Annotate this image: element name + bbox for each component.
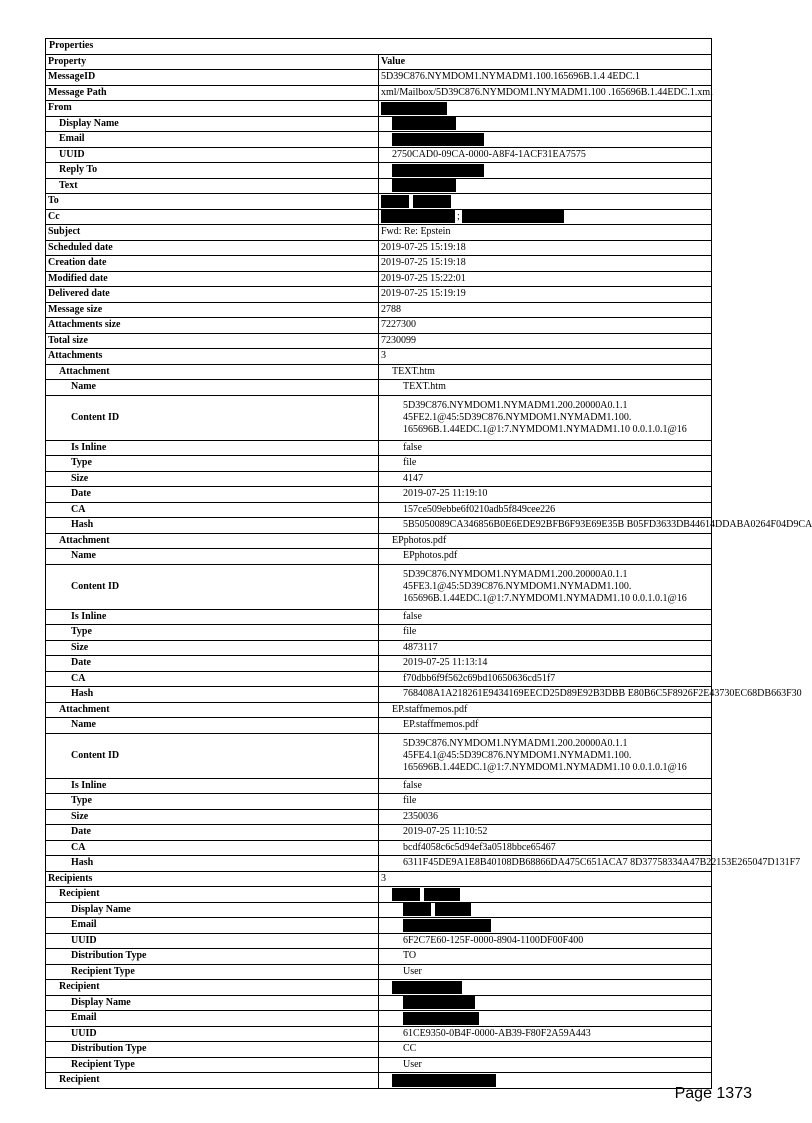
property-row-date	[46, 656, 712, 672]
property-value: 157ce509ebbe6f0210adb5f849cee226	[379, 502, 712, 518]
property-value	[379, 178, 712, 194]
property-name: CA	[46, 502, 379, 518]
property-value	[379, 101, 712, 117]
property-name: Type	[46, 625, 379, 641]
property-row-attachment	[46, 702, 712, 718]
property-row-uuid	[46, 1026, 712, 1042]
property-name: Email	[46, 918, 379, 934]
property-name: Size	[46, 640, 379, 656]
property-value: TEXT.htm	[379, 364, 712, 380]
redaction-block	[435, 903, 471, 916]
property-row-creation-date	[46, 256, 712, 272]
redaction-block	[462, 210, 564, 223]
table-title: Properties	[46, 39, 712, 55]
property-name: Name	[46, 380, 379, 396]
property-name: Hash	[46, 518, 379, 534]
property-row-hash	[46, 687, 712, 703]
property-name: Total size	[46, 333, 379, 349]
property-value: 7227300	[379, 318, 712, 334]
property-value: 2019-07-25 11:19:10	[379, 487, 712, 503]
property-name: Text	[46, 178, 379, 194]
property-row-name	[46, 549, 712, 565]
property-value: false	[379, 440, 712, 456]
property-name: Attachment	[46, 364, 379, 380]
property-row-attachment	[46, 533, 712, 549]
property-value	[379, 132, 712, 148]
property-name: Display Name	[46, 116, 379, 132]
property-row-subject	[46, 225, 712, 241]
property-name: Is Inline	[46, 440, 379, 456]
property-value: CC	[379, 1042, 712, 1058]
property-name: Date	[46, 825, 379, 841]
property-value	[379, 163, 712, 179]
property-value	[379, 902, 712, 918]
property-row-uuid	[46, 933, 712, 949]
property-name: To	[46, 194, 379, 210]
property-name: Is Inline	[46, 778, 379, 794]
redaction-block	[392, 117, 456, 130]
property-value: 5D39C876.NYMDOM1.NYMADM1.200.20000A0.1.1 45FE2.1@45:5D39C876.NYMDOM1.NYMADM1.100. 165696B.1.44EDC.1@1:7.NYMDOM1.NYMADM1.10 0.0.1.0.1@16	[379, 395, 712, 440]
property-name: Distribution Type	[46, 1042, 379, 1058]
property-value: TO	[379, 949, 712, 965]
property-row-distribution-type	[46, 1042, 712, 1058]
property-row-ca	[46, 502, 712, 518]
property-name: Content ID	[46, 395, 379, 440]
property-name: UUID	[46, 147, 379, 163]
property-value: 2019-07-25 11:10:52	[379, 825, 712, 841]
redaction-block	[403, 919, 491, 932]
property-value: 2019-07-25 15:19:18	[379, 256, 712, 272]
property-name: Date	[46, 656, 379, 672]
property-value: 2750CAD0-09CA-0000-A8F4-1ACF31EA7575	[379, 147, 712, 163]
property-name: Display Name	[46, 902, 379, 918]
redaction-block	[392, 888, 420, 901]
property-name: Content ID	[46, 564, 379, 609]
property-row-to	[46, 194, 712, 210]
property-value: 5B5050089CA346856B0E6EDE92BFB6F93E69E35B B05FD3633DB44614DDABA0264F04D9CA	[379, 518, 712, 534]
property-name: Hash	[46, 856, 379, 872]
property-row-recipient	[46, 887, 712, 903]
property-value: EPphotos.pdf	[379, 549, 712, 565]
redaction-block	[424, 888, 460, 901]
property-value	[379, 1011, 712, 1027]
property-row-delivered-date	[46, 287, 712, 303]
property-value	[379, 995, 712, 1011]
property-row-content-id	[46, 564, 712, 609]
property-row-uuid	[46, 147, 712, 163]
property-row-recipient	[46, 980, 712, 996]
property-name: Size	[46, 809, 379, 825]
page-number: Page 1373	[674, 1085, 752, 1102]
property-name: Is Inline	[46, 609, 379, 625]
property-value: bcdf4058c6c5d94ef3a0518bbce65467	[379, 840, 712, 856]
property-value: EP.staffmemos.pdf	[379, 702, 712, 718]
property-value: User	[379, 964, 712, 980]
property-name: Display Name	[46, 995, 379, 1011]
redaction-block	[392, 133, 484, 146]
property-name: Attachments size	[46, 318, 379, 334]
property-row-recipients	[46, 871, 712, 887]
property-value	[379, 887, 712, 903]
property-row-text	[46, 178, 712, 194]
property-name: Recipient	[46, 1073, 379, 1089]
property-value: file	[379, 456, 712, 472]
property-row-distribution-type	[46, 949, 712, 965]
property-name: From	[46, 101, 379, 117]
property-row-cc	[46, 209, 712, 225]
property-row-content-id	[46, 395, 712, 440]
property-name: Scheduled date	[46, 240, 379, 256]
redaction-block	[392, 164, 484, 177]
property-row-size	[46, 471, 712, 487]
property-row-hash	[46, 856, 712, 872]
table-title-row	[46, 39, 712, 55]
property-value	[379, 980, 712, 996]
property-name: Date	[46, 487, 379, 503]
property-value: 6311F45DE9A1E8B40108DB68866DA475C651ACA7 8D37758334A47B22153E265047D131F7	[379, 856, 712, 872]
redaction-block	[403, 1012, 479, 1025]
property-name: Modified date	[46, 271, 379, 287]
property-row-name	[46, 380, 712, 396]
property-name: CA	[46, 840, 379, 856]
redaction-block	[413, 195, 451, 208]
property-value: false	[379, 609, 712, 625]
property-row-modified-date	[46, 271, 712, 287]
property-value: 61CE9350-0B4F-0000-AB39-F80F2A59A443	[379, 1026, 712, 1042]
header-value: Value	[379, 54, 712, 70]
property-value: 5D39C876.NYMDOM1.NYMADM1.200.20000A0.1.1 45FE3.1@45:5D39C876.NYMDOM1.NYMADM1.100. 165696B.1.44EDC.1@1:7.NYMDOM1.NYMADM1.10 0.0.1.0.1@16	[379, 564, 712, 609]
property-row-reply-to	[46, 163, 712, 179]
property-row-hash	[46, 518, 712, 534]
property-value	[379, 194, 712, 210]
property-value: 6F2C7E60-125F-0000-8904-1100DF00F400	[379, 933, 712, 949]
property-name: Reply To	[46, 163, 379, 179]
property-value: EPphotos.pdf	[379, 533, 712, 549]
property-value: User	[379, 1057, 712, 1073]
property-name: Name	[46, 718, 379, 734]
property-row-scheduled-date	[46, 240, 712, 256]
property-name: CA	[46, 671, 379, 687]
property-value: TEXT.htm	[379, 380, 712, 396]
property-name: Email	[46, 1011, 379, 1027]
property-name: Distribution Type	[46, 949, 379, 965]
redaction-block	[381, 195, 409, 208]
property-name: UUID	[46, 933, 379, 949]
property-row-email	[46, 1011, 712, 1027]
property-row-total-size	[46, 333, 712, 349]
property-row-messageid	[46, 70, 712, 86]
property-name: Recipient	[46, 980, 379, 996]
property-row-recipient-type	[46, 1057, 712, 1073]
property-name: Delivered date	[46, 287, 379, 303]
property-row-email	[46, 918, 712, 934]
property-row-type	[46, 794, 712, 810]
properties-table-body	[46, 39, 812, 1089]
property-row-email	[46, 132, 712, 148]
property-row-type	[46, 456, 712, 472]
property-row-recipient	[46, 1073, 712, 1089]
property-value: file	[379, 625, 712, 641]
redaction-block	[403, 903, 431, 916]
property-row-content-id	[46, 733, 712, 778]
property-value: 2019-07-25 15:19:18	[379, 240, 712, 256]
property-row-date	[46, 825, 712, 841]
property-row-date	[46, 487, 712, 503]
property-value: Fwd: Re: Epstein	[379, 225, 712, 241]
property-value: 3	[379, 871, 712, 887]
property-row-recipient-type	[46, 964, 712, 980]
property-value: 7230099	[379, 333, 712, 349]
property-row-message-size	[46, 302, 712, 318]
property-value	[379, 1073, 712, 1089]
property-name: Message size	[46, 302, 379, 318]
property-value: 2019-07-25 15:22:01	[379, 271, 712, 287]
property-name: Recipients	[46, 871, 379, 887]
header-property: Property	[46, 54, 379, 70]
property-row-message-path	[46, 85, 712, 101]
property-name: Attachment	[46, 702, 379, 718]
property-value	[379, 209, 712, 225]
property-name: Type	[46, 794, 379, 810]
redaction-block	[381, 102, 447, 115]
property-row-display-name	[46, 902, 712, 918]
property-row-display-name	[46, 995, 712, 1011]
property-row-size	[46, 809, 712, 825]
table-header-row	[46, 54, 712, 70]
property-value: 5D39C876.NYMDOM1.NYMADM1.200.20000A0.1.1 45FE4.1@45:5D39C876.NYMDOM1.NYMADM1.100. 165696B.1.44EDC.1@1:7.NYMDOM1.NYMADM1.10 0.0.1.0.1@16	[379, 733, 712, 778]
property-name: Subject	[46, 225, 379, 241]
redaction-block	[392, 179, 456, 192]
property-row-from	[46, 101, 712, 117]
property-value: false	[379, 778, 712, 794]
property-value: 5D39C876.NYMDOM1.NYMADM1.100.165696B.1.4 4EDC.1	[379, 70, 712, 86]
property-name: UUID	[46, 1026, 379, 1042]
property-name: Size	[46, 471, 379, 487]
property-value: 2350036	[379, 809, 712, 825]
property-value: xml/Mailbox/5D39C876.NYMDOM1.NYMADM1.100 .165696B.1.44EDC.1.xml	[379, 85, 712, 101]
redaction-block	[403, 996, 475, 1009]
property-row-is-inline	[46, 609, 712, 625]
property-value: EP.staffmemos.pdf	[379, 718, 712, 734]
property-name: Email	[46, 132, 379, 148]
property-row-size	[46, 640, 712, 656]
property-row-name	[46, 718, 712, 734]
property-value: 2019-07-25 15:19:19	[379, 287, 712, 303]
property-row-attachments-size	[46, 318, 712, 334]
property-name: Content ID	[46, 733, 379, 778]
property-value: 4147	[379, 471, 712, 487]
property-row-attachments	[46, 349, 712, 365]
property-value: 2788	[379, 302, 712, 318]
property-row-ca	[46, 840, 712, 856]
property-name: Recipient Type	[46, 964, 379, 980]
property-value: 2019-07-25 11:13:14	[379, 656, 712, 672]
property-value	[379, 116, 712, 132]
redaction-block	[392, 981, 462, 994]
property-name: Creation date	[46, 256, 379, 272]
property-name: Attachment	[46, 533, 379, 549]
redaction-block	[381, 210, 455, 223]
property-row-is-inline	[46, 440, 712, 456]
property-name: Recipient Type	[46, 1057, 379, 1073]
property-value	[379, 918, 712, 934]
property-name: Hash	[46, 687, 379, 703]
property-name: Attachments	[46, 349, 379, 365]
property-value: f70dbb6f9f562c69bd10650636cd51f7	[379, 671, 712, 687]
property-name: Recipient	[46, 887, 379, 903]
property-value: 3	[379, 349, 712, 365]
property-name: MessageID	[46, 70, 379, 86]
separator-text: ;	[457, 211, 460, 223]
property-row-ca	[46, 671, 712, 687]
property-value: file	[379, 794, 712, 810]
property-row-attachment	[46, 364, 712, 380]
property-row-type	[46, 625, 712, 641]
redaction-block	[392, 1074, 496, 1087]
property-value: 768408A1A218261E9434169EECD25D89E92B3DBB E80B6C5F8926F2E43730EC68DB663F30	[379, 687, 712, 703]
property-name: Message Path	[46, 85, 379, 101]
property-name: Type	[46, 456, 379, 472]
property-value: 4873117	[379, 640, 712, 656]
property-row-display-name	[46, 116, 712, 132]
property-name: Name	[46, 549, 379, 565]
property-name: Cc	[46, 209, 379, 225]
property-row-is-inline	[46, 778, 712, 794]
properties-table	[45, 38, 812, 1089]
